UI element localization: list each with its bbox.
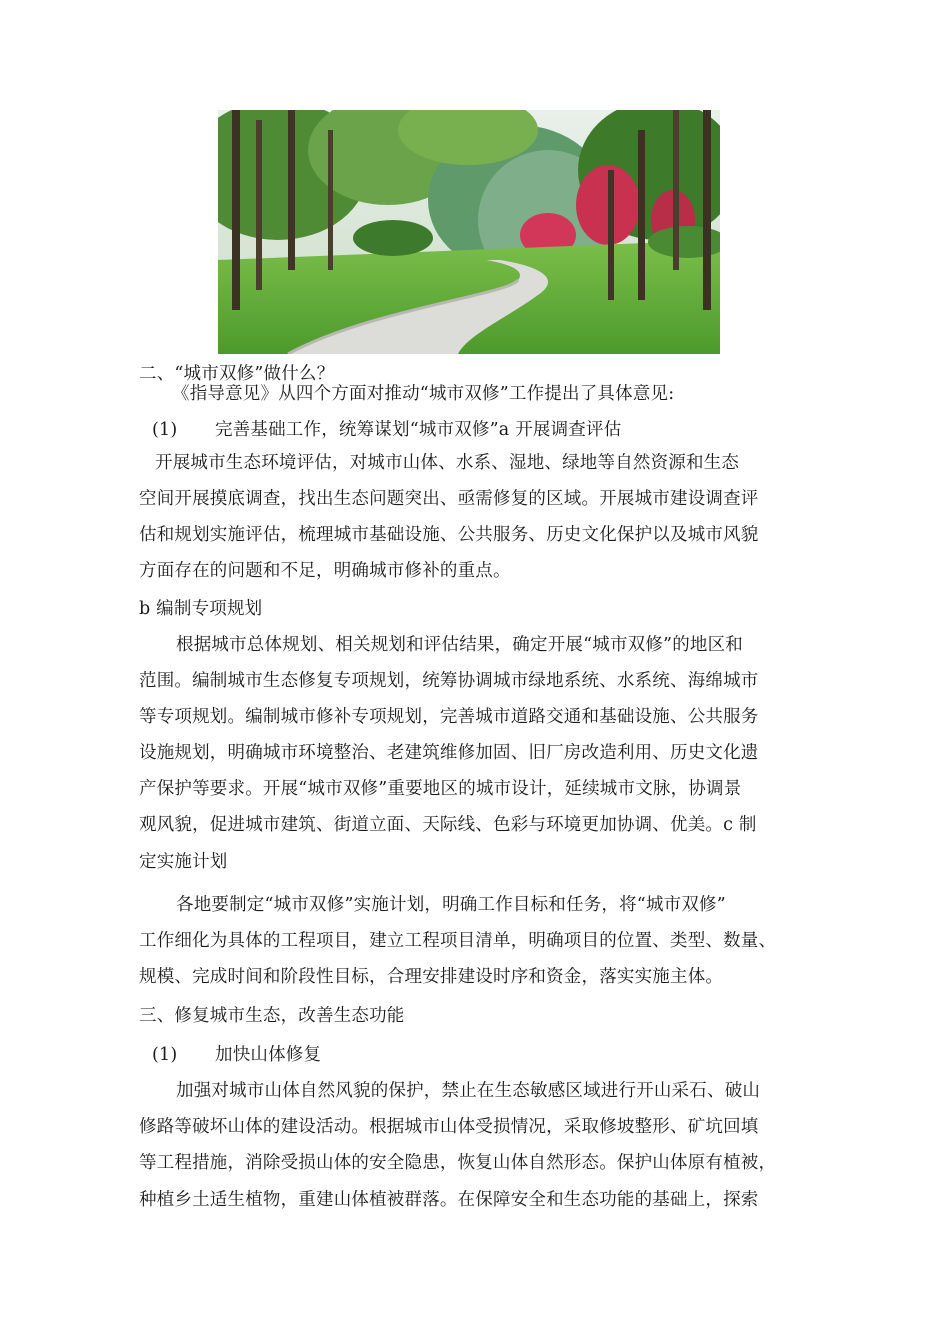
intro-paragraph: 《指导意见》从四个方面对推动“城市双修”工作提出了具体意见: xyxy=(172,384,675,404)
para-a-line: 空间开展摸底调查，找出生态问题突出、亟需修复的区域。开展城市建设调查评 xyxy=(139,489,759,509)
para-c-line: 各地要制定“城市双修”实施计划，明确工作目标和任务，将“城市双修” xyxy=(176,895,726,915)
para-a-line: 方面存在的问题和不足，明确城市修补的重点。 xyxy=(139,561,511,581)
item-1-number: (1) xyxy=(152,420,178,440)
para-b-line: 定实施计划 xyxy=(139,852,228,872)
section-heading-2: 二、“城市双修”做什么？ xyxy=(139,364,335,384)
para-b-line: 等专项规划。编制城市修补专项规划，完善城市道路交通和基础设施、公共服务 xyxy=(139,707,759,727)
para-b-line: 范围。编制城市生态修复专项规划，统筹协调城市绿地系统、水系统、海绵城市 xyxy=(139,671,759,691)
para-b-line: 产保护等要求。开展“城市双修”重要地区的城市设计，延续城市文脉，协调景 xyxy=(139,779,742,799)
para-b-line: 观风貌，促进城市建筑、街道立面、天际线、色彩与环境更加协调、优美。c 制 xyxy=(139,815,757,835)
para-b-line: 设施规划，明确城市环境整治、老建筑维修加固、旧厂房改造利用、历史文化遗 xyxy=(139,743,759,763)
item-2-number: (1) xyxy=(152,1045,178,1065)
para-c-line: 规模、完成时间和阶段性目标，合理安排建设时序和资金，落实实施主体。 xyxy=(139,967,724,987)
para-d-line: 等工程措施，消除受损山体的安全隐患，恢复山体自然形态。保护山体原有植被， xyxy=(139,1153,777,1173)
subheading-b: b 编制专项规划 xyxy=(139,599,263,619)
para-d-line: 种植乡土适生植物，重建山体植被群落。在保障安全和生态功能的基础上，探索 xyxy=(139,1190,759,1210)
para-c-line: 工作细化为具体的工程项目，建立工程项目清单，明确项目的位置、类型、数量、 xyxy=(139,931,777,951)
para-d-line: 修路等破坏山体的建设活动。根据城市山体受损情况，采取修坡整形、矿坑回填 xyxy=(139,1117,759,1137)
park-path-photo xyxy=(218,110,720,354)
para-b-line: 根据城市总体规划、相关规划和评估结果，确定开展“城市双修”的地区和 xyxy=(176,635,743,655)
item-2-text: 加快山体修复 xyxy=(215,1045,322,1065)
para-a-line: 开展城市生态环境评估，对城市山体、水系、湿地、绿地等自然资源和生态 xyxy=(155,453,740,473)
item-1-text: 完善基础工作，统筹谋划“城市双修”a 开展调查评估 xyxy=(215,420,622,440)
section-heading-3: 三、修复城市生态，改善生态功能 xyxy=(139,1006,405,1026)
para-a-line: 估和规划实施评估，梳理城市基础设施、公共服务、历史文化保护以及城市风貌 xyxy=(139,525,759,545)
para-d-line: 加强对城市山体自然风貌的保护，禁止在生态敏感区域进行开山采石、破山 xyxy=(176,1081,761,1101)
